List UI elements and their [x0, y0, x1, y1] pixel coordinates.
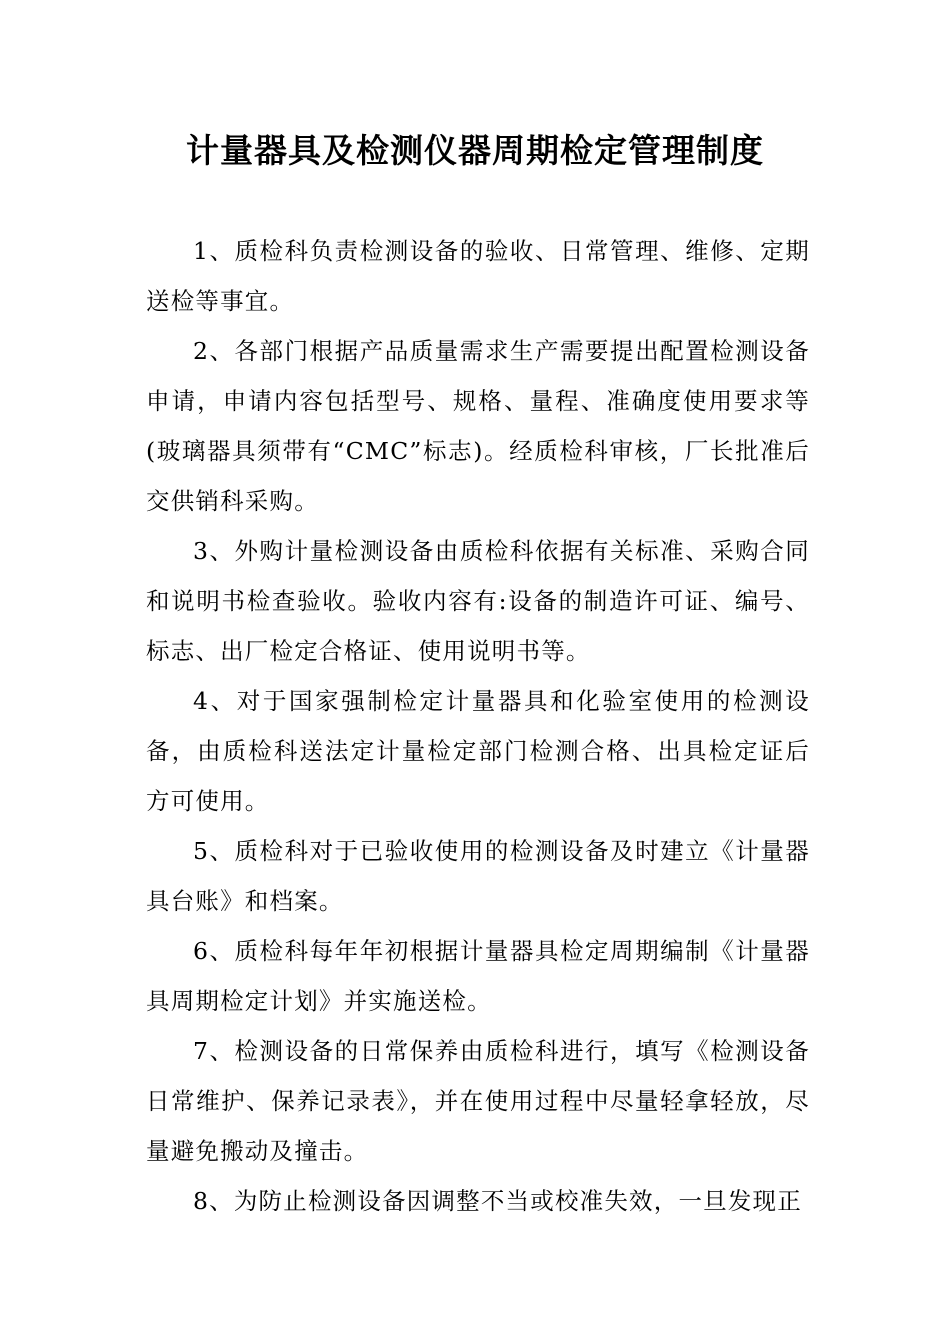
document-body: [146, 226, 810, 1226]
paragraph-3: 3、外购计量检测设备由质检科依据有关标准、采购合同和说明书检查验收。验收内容有:设备的制造许可证、编号、标志、出厂检定合格证、使用说明书等。: [146, 537, 810, 665]
paragraph-5: 5、质检科对于已验收使用的检测设备及时建立《计量器具台账》和档案。: [146, 837, 810, 915]
paragraph-4: 4、对于国家强制检定计量器具和化验室使用的检测设备，由质检科送法定计量检定部门检测合格、出具检定证后方可使用。: [146, 687, 810, 815]
paragraph-1: 1、质检科负责检测设备的验收、日常管理、维修、定期送检等事宜。: [146, 237, 810, 315]
paragraph-7: 7、检测设备的日常保养由质检科进行，填写《检测设备日常维护、保养记录表》，并在使用过程中尽量轻拿轻放，尽量避免搬动及撞击。: [146, 1037, 810, 1165]
paragraph-8: 8、为防止检测设备因调整不当或校准失效，一旦发现正: [193, 1187, 802, 1215]
paragraph-6: 6、质检科每年年初根据计量器具检定周期编制《计量器具周期检定计划》并实施送检。: [146, 937, 810, 1015]
paragraph-2: 2、各部门根据产品质量需求生产需要提出配置检测设备申请，申请内容包括型号、规格、量程、准确度使用要求等(玻璃器具须带有“CMC”标志)。经质检科审核，厂长批准后交供销科采购。: [146, 337, 810, 515]
document-title: 计量器具及检测仪器周期检定管理制度: [186, 131, 764, 170]
